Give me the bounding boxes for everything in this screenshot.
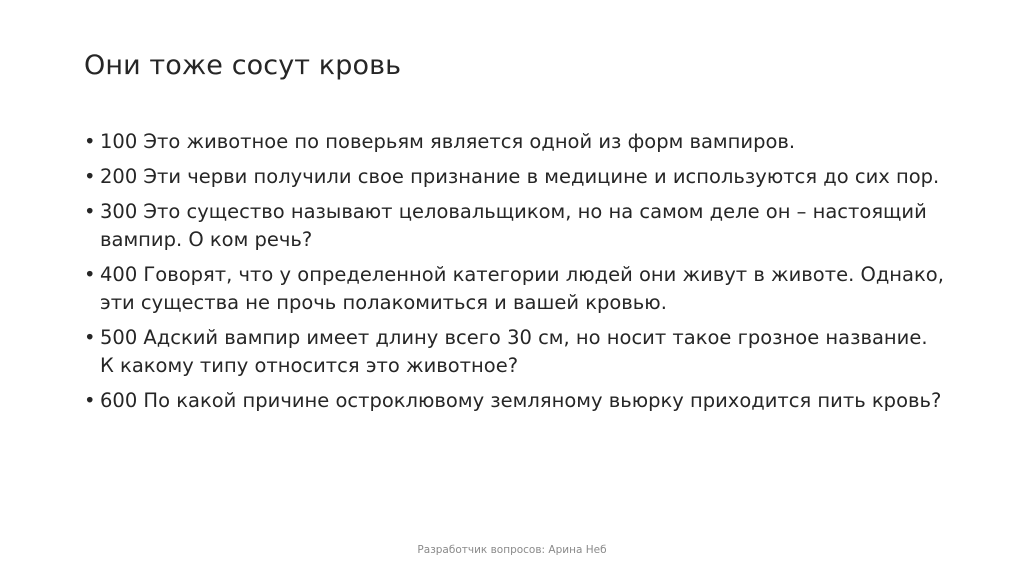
bullet-text: 400 Говорят, что у определенной категории людей они живут в животе. Однако, эти существа не прочь полакомиться и вашей кровью. xyxy=(100,263,944,314)
slide-footer: Разработчик вопросов: Арина Неб xyxy=(417,544,607,556)
bullet-text: 100 Это животное по поверьям является одной из форм вампиров. xyxy=(100,130,796,153)
bullet-list xyxy=(84,128,944,422)
bullet-text: 200 Эти черви получили свое признание в медицине и используются до сих пор. xyxy=(100,165,940,188)
bullet-icon: • xyxy=(84,263,96,286)
bullet-icon: • xyxy=(84,130,96,153)
list-item xyxy=(84,261,944,317)
list-item xyxy=(84,163,944,191)
list-item xyxy=(84,387,944,415)
bullet-text: 600 По какой причине остроклювому земляному вьюрку приходится пить кровь? xyxy=(100,389,942,412)
bullet-icon: • xyxy=(84,326,96,349)
list-item xyxy=(84,198,944,254)
slide-title: Они тоже сосут кровь xyxy=(84,50,402,81)
list-item xyxy=(84,128,944,156)
list-item xyxy=(84,324,944,380)
bullet-icon: • xyxy=(84,165,96,188)
bullet-text: 500 Адский вампир имеет длину всего 30 см, но носит такое грозное название. К какому типу относится это животное? xyxy=(100,326,928,377)
bullet-icon: • xyxy=(84,200,96,223)
bullet-icon: • xyxy=(84,389,96,412)
bullet-text: 300 Это существо называют целовальщиком, но на самом деле он – настоящий вампир. О ком речь? xyxy=(100,200,927,251)
